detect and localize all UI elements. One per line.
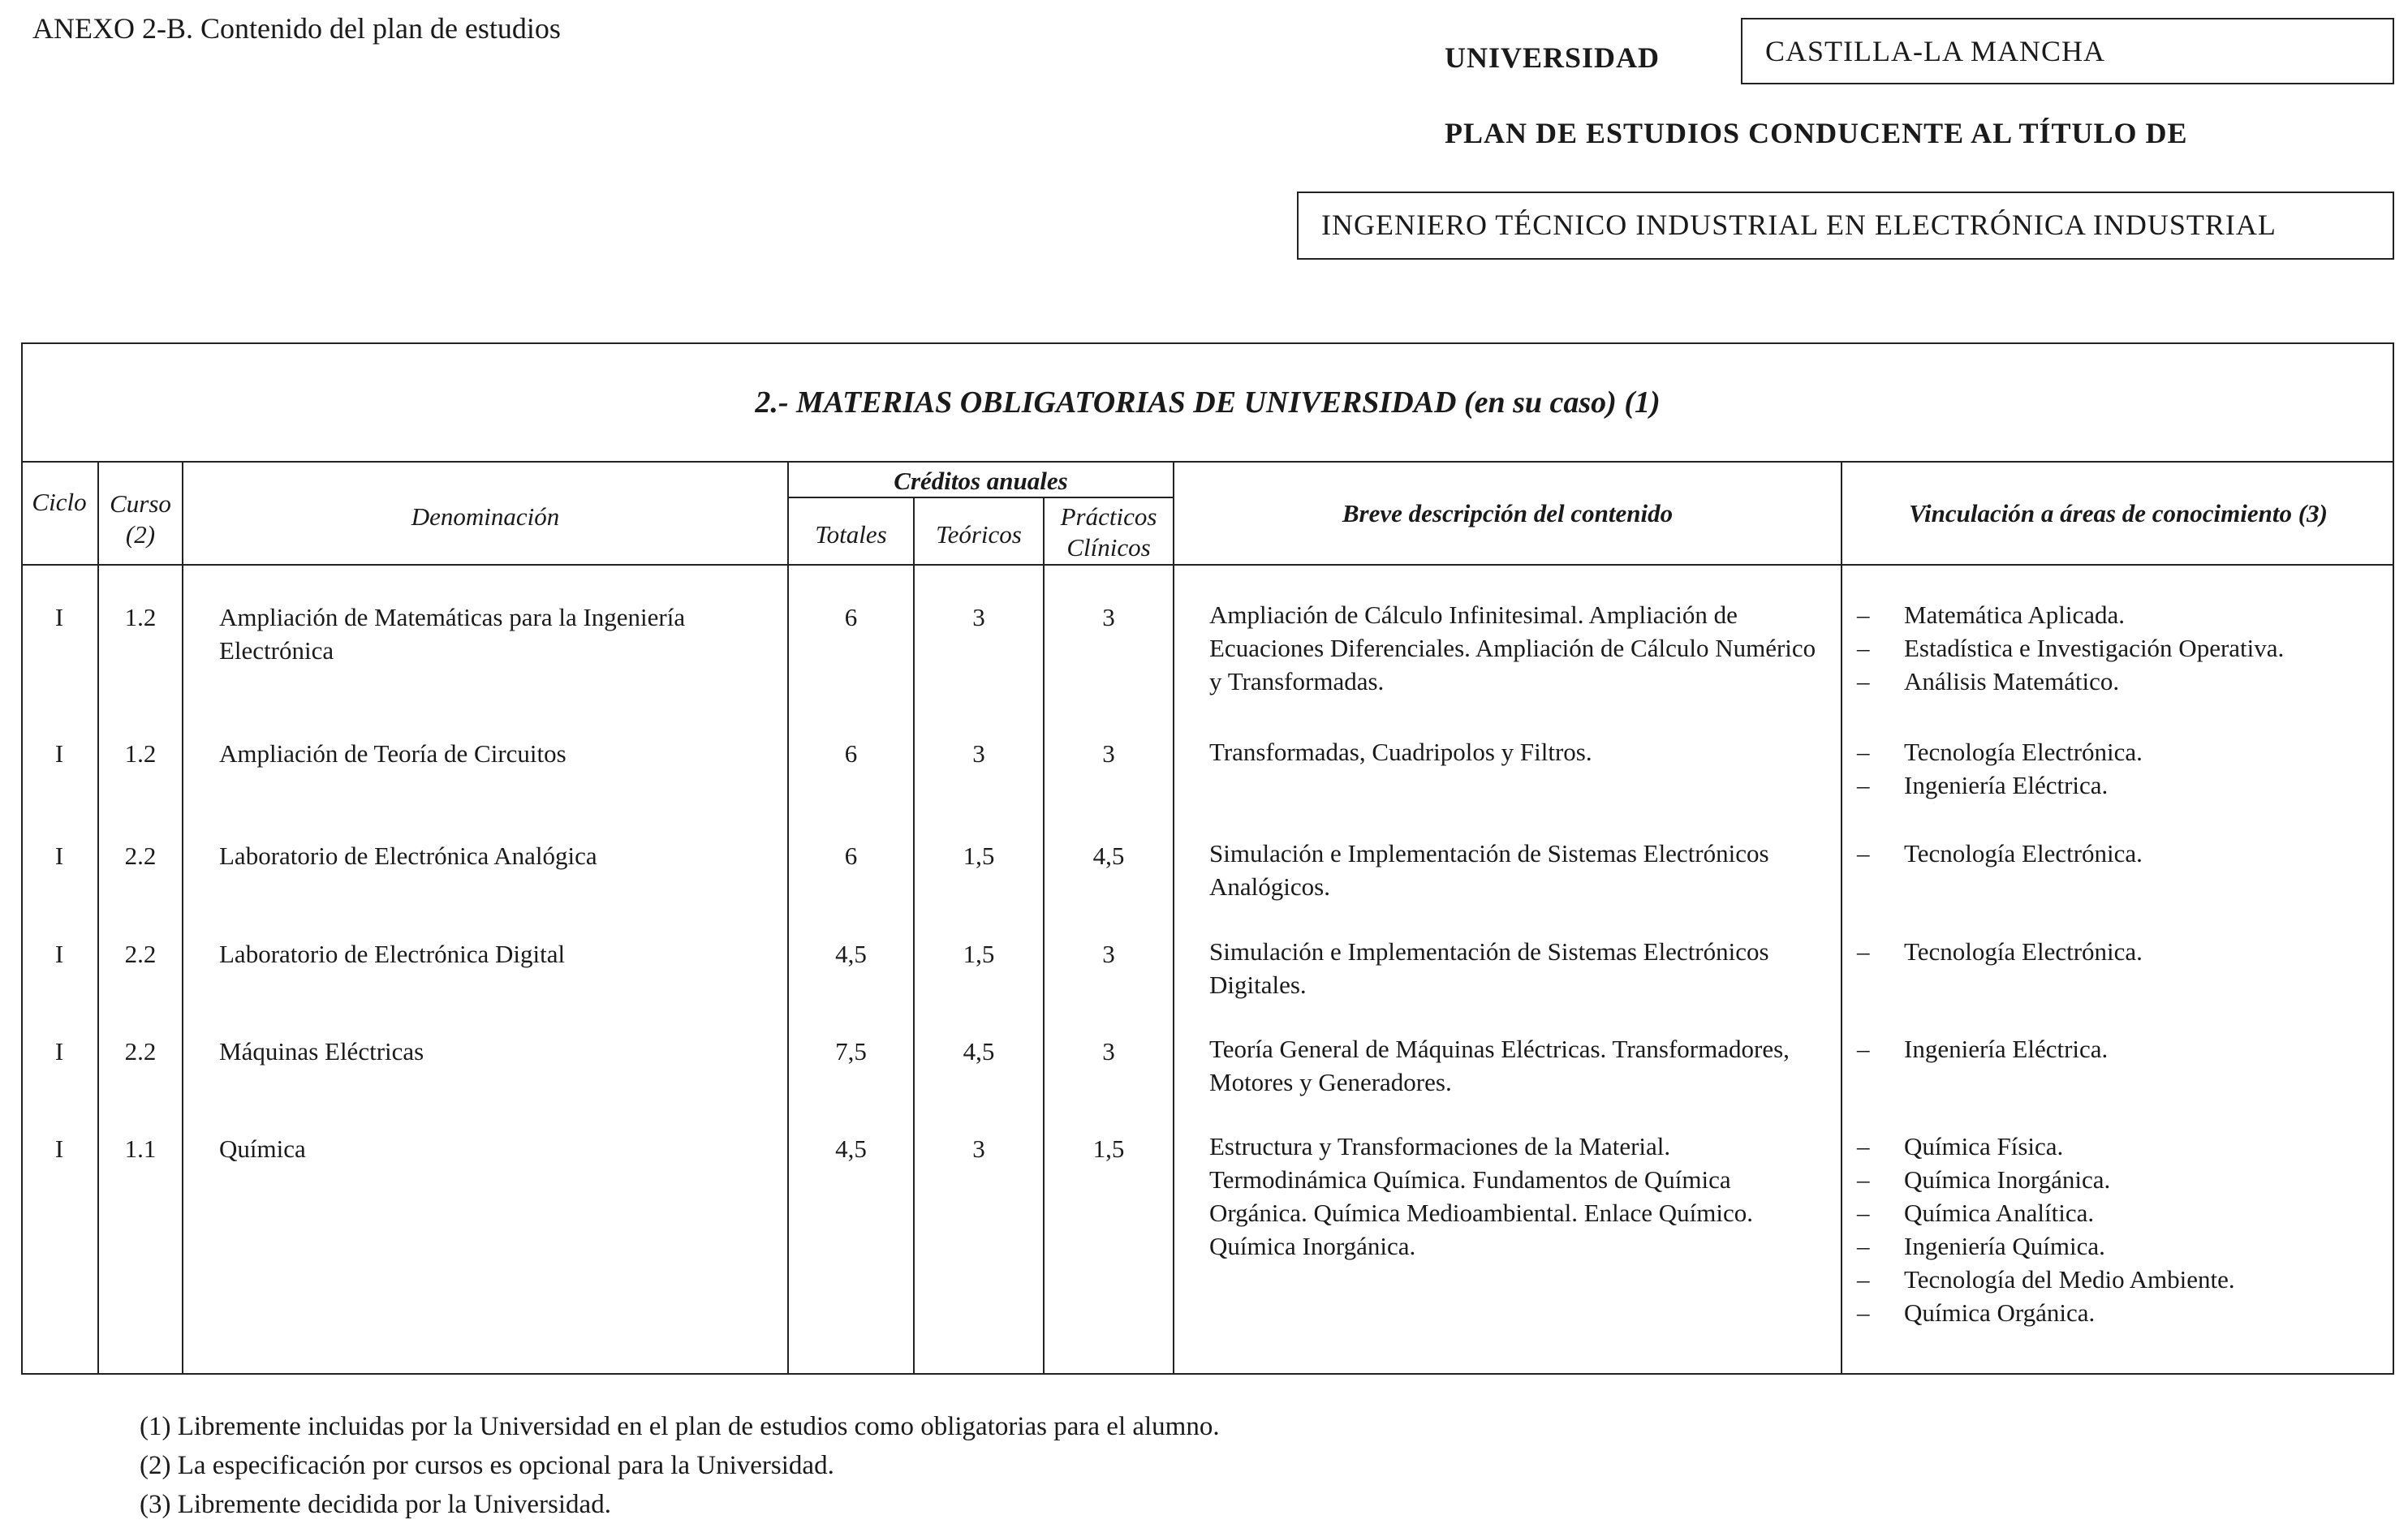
row-3-teoricos: 1,5 — [963, 842, 995, 870]
header-descripcion: Breve descripción del contenido — [1342, 499, 1674, 527]
row-6-denominacion: Química — [219, 1134, 306, 1163]
row-5-descripcion: Teoría General de Máquinas Eléctricas. Transformadores, Motores y Generadores. — [1209, 1035, 1790, 1096]
row-6-descripcion: Estructura y Transformaciones de la Material. Termodinámica Química. Fundamentos de Química Orgánica. Química Medioambiental. Enlace Químico. Química Inorgánica. — [1209, 1132, 1754, 1260]
row-1-ciclo: I — [54, 603, 64, 631]
row-5-ciclo: I — [54, 1037, 64, 1066]
row-2-areas — [1852, 735, 2388, 802]
row-1-teoricos: 3 — [972, 603, 985, 631]
header-clinicos: Clínicos — [1066, 533, 1151, 562]
row-6-totales: 4,5 — [835, 1134, 867, 1163]
row-3-totales: 6 — [844, 842, 858, 870]
row-1-curso: 1.2 — [124, 603, 157, 631]
row-4-totales: 4,5 — [835, 940, 867, 968]
row-3-ciclo: I — [54, 842, 64, 870]
row-5-totales: 7,5 — [835, 1037, 867, 1066]
area-item: – Química Orgánica. — [1852, 1296, 2388, 1329]
area-item: – Ingeniería Eléctrica. — [1852, 768, 2388, 802]
footnotes — [140, 1407, 1220, 1524]
header-curso: Curso — [110, 489, 171, 518]
header-creditos: Créditos anuales — [894, 467, 1068, 495]
row-1-practicos: 3 — [1102, 603, 1115, 631]
row-3-curso: 2.2 — [124, 842, 157, 870]
row-4-denominacion: Laboratorio de Electrónica Digital — [219, 940, 566, 968]
table-divider — [21, 564, 2394, 566]
area-item: – Ingeniería Química. — [1852, 1229, 2388, 1263]
row-4-practicos: 3 — [1102, 940, 1115, 968]
row-5-teoricos: 4,5 — [963, 1037, 995, 1066]
header-denominacion: Denominación — [411, 502, 560, 531]
header-ciclo: Ciclo — [32, 488, 87, 516]
footnote-3: (3) Libremente decidida por la Universidad. — [140, 1490, 611, 1519]
row-4-areas — [1852, 935, 2388, 968]
header-vinculacion: Vinculación a áreas de conocimiento (3) — [1909, 499, 2328, 527]
row-2-denominacion: Ampliación de Teoría de Circuitos — [219, 739, 566, 768]
area-item: – Ingeniería Eléctrica. — [1852, 1032, 2388, 1066]
row-3-practicos: 4,5 — [1092, 842, 1125, 870]
header-teoricos: Teóricos — [936, 520, 1022, 549]
column-divider — [97, 461, 99, 1375]
area-item: – Tecnología Electrónica. — [1852, 935, 2388, 968]
row-2-teoricos: 3 — [972, 739, 985, 768]
area-item: – Química Analítica. — [1852, 1196, 2388, 1229]
university-label: UNIVERSIDAD — [1445, 41, 1661, 74]
row-6-practicos: 1,5 — [1092, 1134, 1125, 1163]
row-1-totales: 6 — [844, 603, 858, 631]
row-6-ciclo: I — [54, 1134, 64, 1163]
row-2-descripcion: Transformadas, Cuadripolos y Filtros. — [1209, 738, 1592, 766]
section-title: 2.- MATERIAS OBLIGATORIAS DE UNIVERSIDAD (en su caso) (1) — [755, 385, 1661, 420]
footnote-1: (1) Libremente incluidas por la Universidad en el plan de estudios como obligatorias para el alumno. — [140, 1412, 1220, 1441]
row-4-curso: 2.2 — [124, 940, 157, 968]
row-6-teoricos: 3 — [972, 1134, 985, 1163]
footnote-2: (2) La especificación por cursos es opcional para la Universidad. — [140, 1451, 834, 1480]
column-divider — [182, 461, 183, 1375]
row-6-curso: 1.1 — [124, 1134, 157, 1163]
row-5-denominacion: Máquinas Eléctricas — [219, 1037, 424, 1066]
header-practicos: Prácticos — [1060, 502, 1157, 531]
row-5-practicos: 3 — [1102, 1037, 1115, 1066]
column-divider — [1841, 461, 1842, 1375]
table-divider — [787, 497, 1174, 498]
header-curso-note: (2) — [125, 520, 156, 549]
row-5-areas — [1852, 1032, 2388, 1066]
row-4-descripcion: Simulación e Implementación de Sistemas Electrónicos Digitales. — [1209, 937, 1769, 999]
row-6-areas — [1852, 1130, 2388, 1329]
row-2-curso: 1.2 — [124, 739, 157, 768]
row-1-denominacion: Ampliación de Matemáticas para la Ingeniería Electrónica — [219, 603, 686, 665]
row-5-curso: 2.2 — [124, 1037, 157, 1066]
row-3-descripcion: Simulación e Implementación de Sistemas Electrónicos Analógicos. — [1209, 839, 1769, 901]
row-4-teoricos: 1,5 — [963, 940, 995, 968]
area-item: – Matemática Aplicada. — [1852, 598, 2388, 631]
area-item: – Estadística e Investigación Operativa. — [1852, 631, 2388, 665]
row-2-totales: 6 — [844, 739, 858, 768]
area-item: – Análisis Matemático. — [1852, 665, 2388, 698]
row-2-ciclo: I — [54, 739, 64, 768]
plan-title: PLAN DE ESTUDIOS CONDUCENTE AL TÍTULO DE — [1445, 117, 2188, 149]
area-item: – Tecnología Electrónica. — [1852, 837, 2388, 870]
area-item: – Tecnología del Medio Ambiente. — [1852, 1263, 2388, 1296]
area-item: – Química Inorgánica. — [1852, 1163, 2388, 1196]
row-1-descripcion: Ampliación de Cálculo Infinitesimal. Ampliación de Ecuaciones Diferenciales. Ampliación de Cálculo Numérico y Transformadas. — [1209, 601, 1816, 695]
area-item: – Química Física. — [1852, 1130, 2388, 1163]
university-field: CASTILLA-LA MANCHA — [1741, 18, 2394, 84]
column-divider — [1173, 461, 1174, 1375]
header-totales: Totales — [815, 520, 887, 549]
column-divider — [787, 461, 789, 1375]
area-item: – Tecnología Electrónica. — [1852, 735, 2388, 768]
row-3-areas — [1852, 837, 2388, 870]
table-divider — [21, 461, 2394, 463]
row-4-ciclo: I — [54, 940, 64, 968]
annex-title: ANEXO 2-B. Contenido del plan de estudios — [32, 12, 561, 45]
row-3-denominacion: Laboratorio de Electrónica Analógica — [219, 842, 597, 870]
degree-title-field: INGENIERO TÉCNICO INDUSTRIAL EN ELECTRÓNICA INDUSTRIAL — [1297, 192, 2394, 260]
row-2-practicos: 3 — [1102, 739, 1115, 768]
row-1-areas — [1852, 598, 2388, 698]
